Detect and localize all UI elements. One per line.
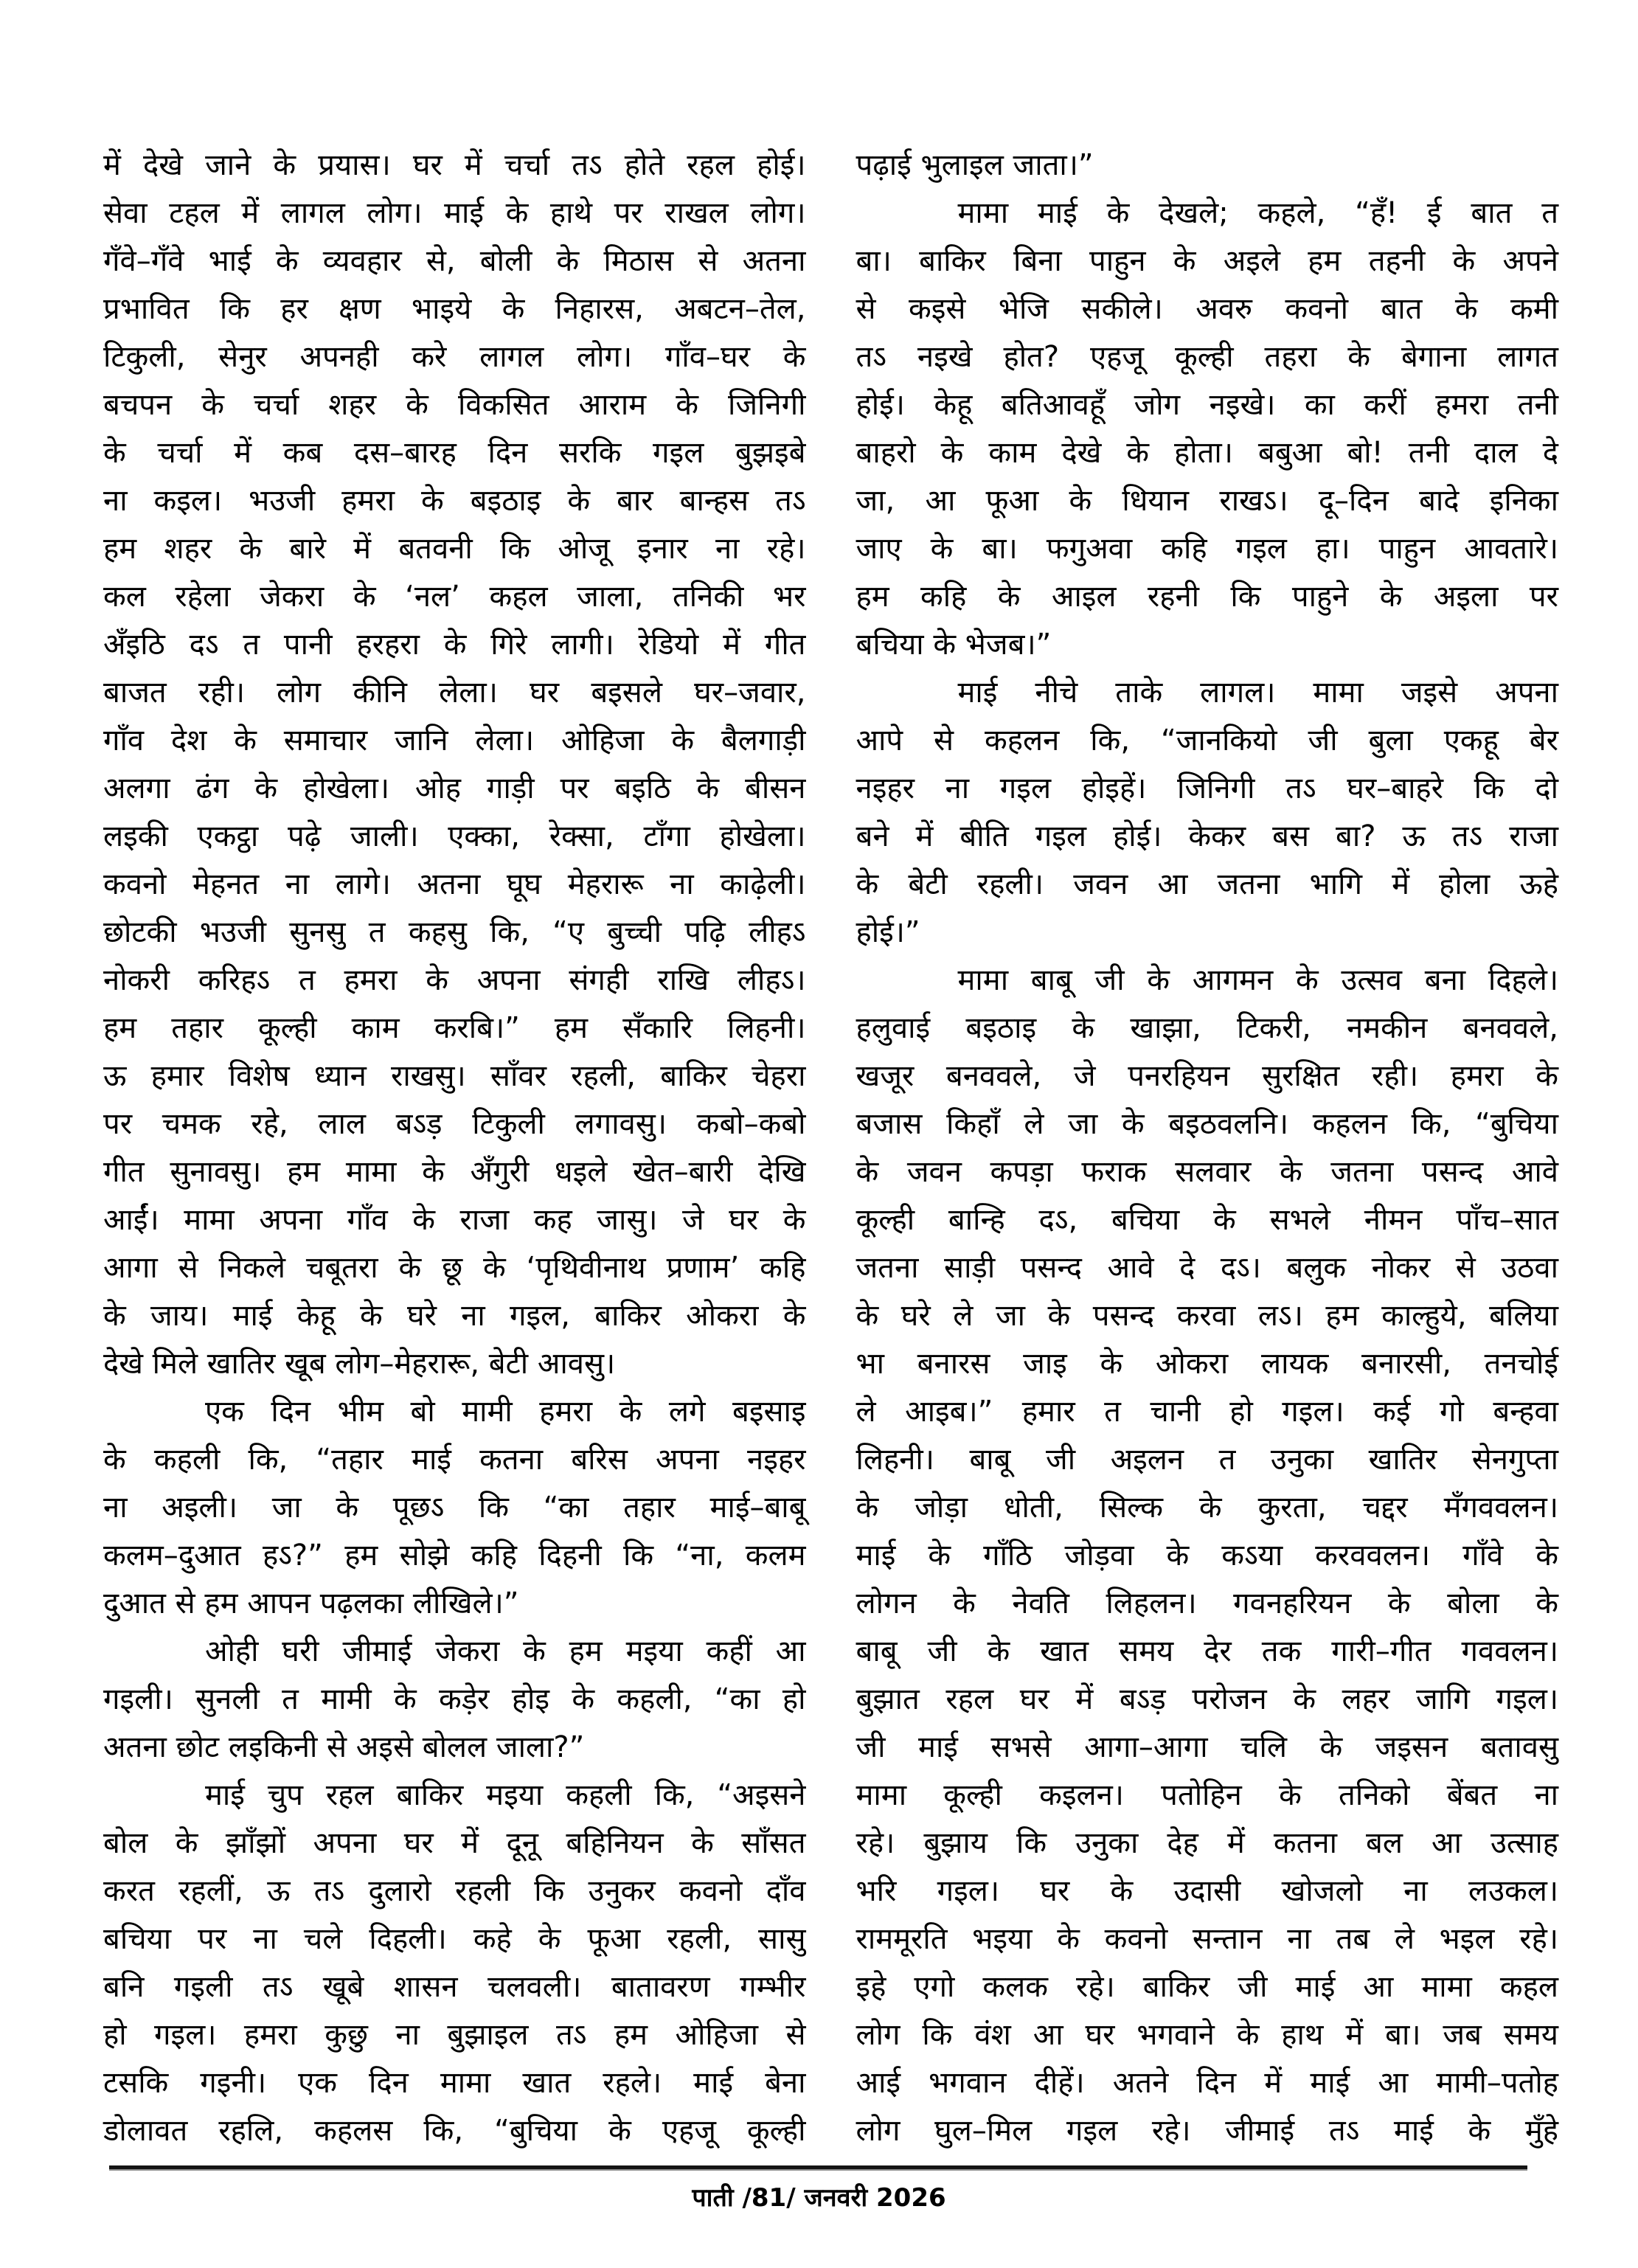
text-line: ना अइली। जा के पूछऽ कि “का तहार माई–बाबू	[103, 1491, 806, 1525]
text-line: माई के गाँठि जोड़वा के कऽया करववलन। गाँवे के	[856, 1539, 1558, 1572]
text-line: होई।”	[856, 915, 920, 949]
text-line: कल रहेला जेकरा के ‘नल’ कहल जाला, तनिकी भर	[103, 580, 806, 614]
text-line: नइहर ना गइल होइहें। जिनिगी तऽ घर–बाहरे कि दो	[856, 771, 1559, 805]
text-line: नोकरी करिहऽ त हमरा के अपना संगही राखि लीहऽ।	[103, 963, 806, 997]
text-line: जतना साड़ी पसन्द आवे दे दऽ। बलुक नोकर से उठवा	[856, 1251, 1558, 1285]
text-line: के जवन कपड़ा फराक सलवार के जतना पसन्द आवे	[856, 1155, 1558, 1189]
text-line: भा बनारस जाइ के ओकरा लायक बनारसी, तनचोई	[856, 1347, 1558, 1381]
text-line: लोग कि वंश आ घर भगवाने के हाथ में बा। जब समय	[856, 2018, 1558, 2052]
text-line: लोगन के नेवति लिहलन। गवनहरियन के बोला के	[856, 1586, 1558, 1620]
text-line: हलुवाई बइठाइ के खाझा, टिकरी, नमकीन बनववले,	[856, 1011, 1558, 1045]
footer-page-label: पाती /81/ जनवरी 2026	[692, 2183, 946, 2213]
right-column	[856, 142, 1559, 2155]
text-line: गँवे–गँवे भाई के व्यवहार से, बोली के मिठास से अतना	[103, 244, 806, 278]
text-line: सेवा टहल में लागल लोग। माई के हाथे पर राखल लोग।	[103, 196, 806, 230]
text-line: जा, आ फूआ के धियान राखऽ। दू–दिन बादे इनिका	[856, 484, 1558, 518]
left-column	[103, 142, 806, 2155]
text-line: कलम–दुआत हऽ?” हम सोझे कहि दिहनी कि “ना, कलम	[103, 1539, 806, 1572]
text-line: बाबू जी के खात समय देर तक गारी–गीत गववलन।	[856, 1634, 1558, 1668]
text-line: प्रभावित कि हर क्षण भाइये के निहारस, अबटन–तेल,	[103, 292, 806, 326]
text-line: आईं। मामा अपना गाँव के राजा कह जासु। जे घर के	[103, 1203, 806, 1237]
text-line: रहे। बुझाय कि उनुका देह में कतना बल आ उत्साह	[856, 1826, 1558, 1860]
text-line: देखे मिले खातिर खूब लोग–मेहरारू, बेटी आवसु।	[103, 1347, 616, 1381]
text-line: माई नीचे ताके लागल। मामा जइसे अपना	[957, 676, 1558, 710]
text-line: जी माई सभसे आगा–आगा चलि के जइसन बतावसु	[856, 1730, 1558, 1764]
text-line: बनि गइली तऽ खूबे शासन चलवली। बातावरण गम्भीर	[103, 1970, 806, 2004]
text-line: इहे एगो कलक रहे। बाकिर जी माई आ मामा कहल	[856, 1970, 1558, 2004]
text-line: छोटकी भउजी सुनसु त कहसु कि, “ए बुच्ची पढ़ि लीहऽ	[103, 915, 806, 949]
text-line: हम शहर के बारे में बतवनी कि ओजू इनार ना रहे।	[103, 532, 806, 566]
text-line: खजूर बनववले, जे पनरहियन सुरक्षित रही। हमरा के	[856, 1059, 1558, 1093]
text-line: आगा से निकले चबूतरा के छू के ‘पृथिवीनाथ प्रणाम’ कहि	[103, 1251, 806, 1285]
text-line: बोल के झाँझों अपना घर में दूनू बहिनियन के साँसत	[103, 1826, 806, 1860]
text-line: एक दिन भीम बो मामी हमरा के लगे बइसाइ	[205, 1395, 806, 1429]
text-line: के चर्चा में कब दस–बारह दिन सरकि गइल बुझइबे	[103, 436, 806, 470]
text-line: से कइसे भेजि सकीले। अवरु कवनो बात के कमी	[856, 292, 1558, 326]
text-line: बचपन के चर्चा शहर के विकसित आराम के जिनिगी	[103, 388, 806, 422]
text-line: हम कहि के आइल रहनी कि पाहुने के अइला पर	[856, 580, 1558, 614]
text-line: बचिया पर ना चले दिहली। कहे के फूआ रहली, सासु	[103, 1922, 806, 1956]
text-line: के कहली कि, “तहार माई कतना बरिस अपना नइहर	[103, 1443, 806, 1477]
text-line: बा। बाकिर बिना पाहुन के अइले हम तहनी के अपने	[856, 244, 1558, 278]
text-line: में देखे जाने के प्रयास। घर में चर्चा तऽ होते रहल होई।	[103, 148, 806, 182]
text-line: लिहनी। बाबू जी अइलन त उनुका खातिर सेनगुप्ता	[856, 1443, 1558, 1477]
text-line: के जोड़ा धोती, सिल्क के कुरता, चद्दर मँगववलन।	[856, 1491, 1558, 1525]
text-line: के घरे ले जा के पसन्द करवा लऽ। हम काल्हुये, बलिया	[856, 1299, 1558, 1333]
text-line: कूल्ही बान्हि दऽ, बचिया के सभले नीमन पाँच–सात	[856, 1203, 1558, 1237]
text-line: भरि गइल। घर के उदासी खोजलो ना लउकल।	[856, 1874, 1558, 1908]
text-line: आपे से कहलन कि, “जानकियो जी बुला एकहू बेर	[856, 724, 1558, 757]
text-line: कवनो मेहनत ना लागे। अतना घूघ मेहरारू ना काढ़ेली।	[103, 867, 806, 901]
text-line: टिकुली, सेनुर अपनही करे लागल लोग। गाँव–घर के	[103, 340, 806, 374]
text-line: बुझात रहल घर में बऽड़ परोजन के लहर जागि गइल।	[856, 1682, 1558, 1716]
text-line: मामा बाबू जी के आगमन के उत्सव बना दिहले।	[957, 963, 1558, 997]
text-line: ओही घरी जीमाई जेकरा के हम मइया कहीं आ	[205, 1634, 806, 1668]
text-line: हो गइल। हमरा कुछु ना बुझाइल तऽ हम ओहिजा से	[103, 2018, 806, 2052]
text-line: आई भगवान दीहें। अतने दिन में माई आ मामी–पतोह	[856, 2066, 1558, 2100]
text-line: अँइठि दऽ त पानी हरहरा के गिरे लागी। रेडियो में गीत	[103, 628, 806, 662]
text-line: पर चमक रहे, लाल बऽड़ टिकुली लगावसु। कबो–कबो	[103, 1107, 806, 1141]
text-line: राममूरति भइया के कवनो सन्तान ना तब ले भइल रहे।	[856, 1922, 1558, 1956]
text-line: ना कइल। भउजी हमरा के बइठाइ के बार बान्हस तऽ	[103, 484, 806, 518]
text-line: हम तहार कूल्ही काम करबि।” हम सँकारि लिहनी।	[103, 1011, 806, 1045]
text-line: मामा माई के देखले; कहले, “हँ! ई बात त	[957, 196, 1558, 230]
text-line: लोग घुल–मिल गइल रहे। जीमाई तऽ माई के मुँहे	[856, 2114, 1558, 2148]
text-line: टसकि गइनी। एक दिन मामा खात रहले। माई बेना	[103, 2066, 806, 2100]
text-line: ले आइब।” हमार त चानी हो गइल। कई गो बन्हवा	[856, 1395, 1558, 1429]
text-line: गीत सुनावसु। हम मामा के अँगुरी धइले खेत–बारी देखि	[103, 1155, 806, 1189]
text-columns	[103, 142, 1558, 2155]
text-line: बाजत रही। लोग कीनि लेला। घर बइसले घर–जवार,	[103, 676, 806, 710]
text-line: के जाय। माई केहू के घरे ना गइल, बाकिर ओकरा के	[103, 1299, 806, 1333]
text-line: होई। केहू बतिआवहूँ जोग नइखे। का करीं हमरा तनी	[856, 388, 1558, 422]
text-line: गाँव देश के समाचार जानि लेला। ओहिजा के बैलगाड़ी	[103, 724, 806, 757]
text-line: बने में बीति गइल होई। केकर बस बा? ऊ तऽ राजा	[856, 819, 1558, 853]
footer-rule	[109, 2165, 1527, 2171]
text-line: माई चुप रहल बाकिर मइया कहली कि, “अइसने	[205, 1778, 806, 1812]
text-line: अलगा ढंग के होखेला। ओह गाड़ी पर बइठि के बीसन	[103, 771, 806, 805]
text-line: के बेटी रहली। जवन आ जतना भागि में होला ऊहे	[856, 867, 1558, 901]
text-line: बचिया के भेजब।”	[856, 628, 1052, 662]
text-line: गइली। सुनली त मामी के कड़ेर होइ के कहली, “का हो	[103, 1682, 806, 1716]
text-line: करत रहलीं, ऊ तऽ दुलारो रहली कि उनुकर कवनो दाँव	[103, 1874, 806, 1908]
text-line: तऽ नइखे होत? एहजू कूल्ही तहरा के बेगाना लागत	[856, 340, 1558, 374]
text-line: मामा कूल्ही कइलन। पतोहिन के तनिको बेंबत ना	[856, 1778, 1558, 1812]
text-line: बाहरो के काम देखे के होता। बबुआ बो! तनी दाल दे	[856, 436, 1558, 470]
text-line: डोलावत रहलि, कहलस कि, “बुचिया के एहजू कूल्ही	[103, 2114, 806, 2148]
text-line: लइकी एकट्ठा पढ़े जाली। एक्का, रेक्सा, टाँगा होखेला।	[103, 819, 806, 853]
text-line: दुआत से हम आपन पढ़लका लीखिले।”	[103, 1586, 519, 1620]
text-line: बजास किहाँ ले जा के बइठवलनि। कहलन कि, “बुचिया	[856, 1107, 1558, 1141]
text-line: ऊ हमार विशेष ध्यान राखसु। साँवर रहली, बाकिर चेहरा	[103, 1059, 806, 1093]
text-line: पढ़ाई भुलाइल जाता।”	[856, 148, 1094, 182]
text-line: अतना छोट लइकिनी से अइसे बोलल जाला?”	[103, 1730, 585, 1764]
text-line: जाए के बा। फगुअवा कहि गइल हा। पाहुन आवतारे।	[856, 532, 1558, 566]
